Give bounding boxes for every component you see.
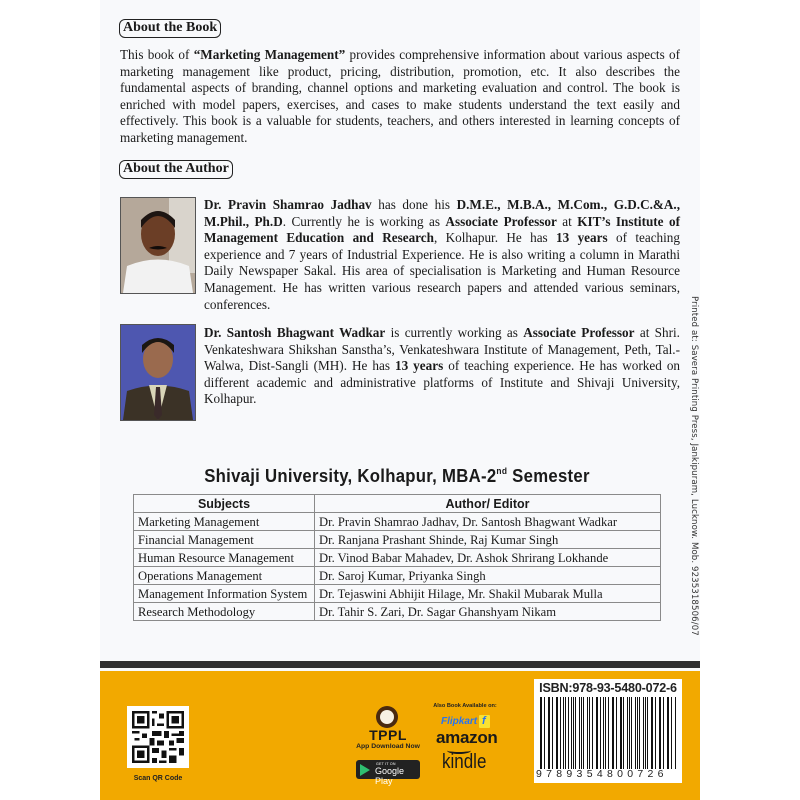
table-row [134,585,661,603]
table-row [134,531,661,549]
about-author-heading: About the Author [119,160,233,179]
about-book-heading: About the Book [119,19,221,38]
publisher-name: TPPL [369,727,407,743]
google-play-small-text: GET IT ON [376,762,396,766]
barcode-digits: 9789354800726 [536,768,668,780]
google-play-badge[interactable] [356,760,420,786]
also-available-text: Also Book Available on: [433,703,497,709]
author-cell: Dr. Tejaswini Abhijit Hilage, Mr. Shakil Mubarak Mulla [315,585,661,603]
flipkart-logo: Flipkart [441,716,478,727]
barcode-icon [540,697,676,769]
table-row [134,567,661,585]
app-download-text: App Download Now [356,743,420,750]
series-title: Shivaji University, Kolhapur, MBA-2nd Semester [204,466,590,486]
subject-cell: Human Resource Management [134,549,315,567]
portrait-image [121,198,195,293]
table-row [134,513,661,531]
isbn-label: ISBN:978-93-5480-072-6 [539,681,677,695]
column-header-subjects: Subjects [134,495,315,513]
author-cell: Dr. Ranjana Prashant Shinde, Raj Kumar Singh [315,531,661,549]
publisher-logo-icon [376,706,398,728]
subjects-table [133,494,661,621]
subject-cell: Research Methodology [134,603,315,621]
table-header-row [134,495,661,513]
divider-bar [100,661,700,668]
subject-cell: Marketing Management [134,513,315,531]
qr-code[interactable] [127,706,189,768]
author-bio-wadkar: Dr. Santosh Bhagwant Wadkar is currently working as Associate Professor at Shri. Venkateshwara Shikshan Sanstha’s, Venkateshwara Institute of Management, Peth, Tal.-Walwa, Dist-Sangli (MH). He has 13 years of teaching experience. He has worked on different academic and administrative platforms of Institute and Shivaji University, Kolhapur. [204,325,681,407]
author-cell: Dr. Saroj Kumar, Priyanka Singh [315,567,661,585]
author-cell: Dr. Pravin Shamrao Jadhav, Dr. Santosh Bhagwant Wadkar [315,513,661,531]
printer-note: Printed at: Savera Printing Press, Jankipuram, Lucknow. Mob. 9235318506/07 [689,296,699,636]
column-header-author: Author/ Editor [315,495,661,513]
author-photo-jadhav [120,197,196,294]
author-photo-wadkar [120,324,196,421]
qr-code-icon [127,706,189,768]
google-play-icon [360,764,370,776]
google-play-label: Google Play [375,766,405,786]
flipkart-bag-icon [479,715,490,728]
kindle-logo: kindle [442,751,487,773]
portrait-image [121,325,195,420]
table-row [134,603,661,621]
subject-cell: Operations Management [134,567,315,585]
about-book-text: This book of “Marketing Management” provides comprehensive information about various aspects of marketing management like product, pricing, distribution, promotion, etc. It also describes the fundamental aspects of branding, channel options and marketing evaluation and control. The book is enriched with model papers, exercises, and cases to make students understand the text easily and effectively. This book is a valuable for students, teachers, and others interested in learning concepts of marketing management. [120,47,680,145]
qr-label: Scan QR Code [133,775,183,782]
author-cell: Dr. Vinod Babar Mahadev, Dr. Ashok Shrirang Lokhande [315,549,661,567]
amazon-logo: amazon [436,728,498,747]
subject-cell: Management Information System [134,585,315,603]
author-cell: Dr. Tahir S. Zari, Dr. Sagar Ghanshyam Nikam [315,603,661,621]
subject-cell: Financial Management [134,531,315,549]
table-row [134,549,661,567]
author-bio-jadhav: Dr. Pravin Shamrao Jadhav has done his D.M.E., M.B.A., M.Com., G.D.C.&A., M.Phil., Ph.D. Currently he is working as Associate Professor at KIT’s Institute of Management Education and Research, Kolhapur. He has 13 years of teaching experience and 7 years of Industrial Experience. He is also writing a column in Marathi Daily Newspaper Sakal. His area of specialisation is Marketing and Human Resource Management. He has written various research papers and attended various seminars, conferences. [204,197,681,312]
